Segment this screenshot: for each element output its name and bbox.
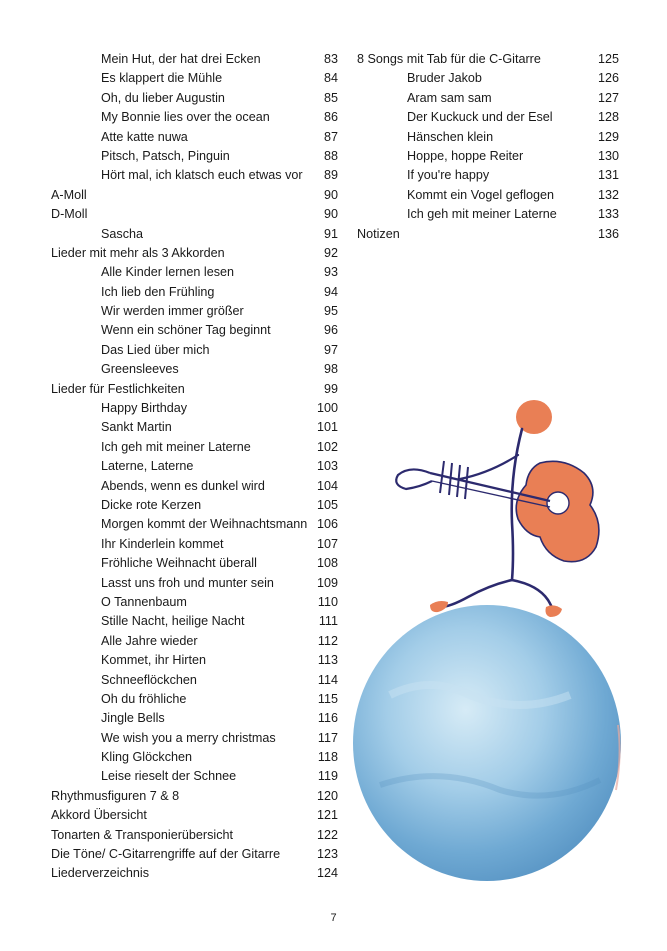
toc-entry-page: 125 [597,52,619,66]
toc-entry-page: 123 [316,847,338,862]
toc-entry-title: My Bonnie lies over the ocean [101,110,270,125]
toc-song-entry [51,593,338,612]
toc-song-entry [51,651,338,670]
toc-entry-page: 85 [323,90,338,105]
toc-entry-title: Happy Birthday [101,401,188,416]
toc-entry-title: Hänschen klein [407,129,494,144]
toc-entry-title: Alle Kinder lernen lesen [101,265,235,280]
toc-section-entry [51,864,338,883]
toc-entry-page: 126 [597,71,619,86]
foot-left-shape [430,601,448,612]
toc-entry-page: 117 [317,730,338,745]
toc-entry-page: 129 [597,129,619,144]
toc-entry-page: 133 [597,207,619,222]
toc-entry-page: 131 [597,168,619,183]
toc-song-entry [357,128,619,147]
toc-entry-page: 108 [316,556,338,571]
toc-song-entry [357,166,619,185]
toc-song-entry [51,166,338,185]
toc-section-entry [51,826,338,845]
guitar-player-on-globe-icon [350,395,650,890]
toc-section-entry [51,205,338,224]
toc-section-entry [51,845,338,864]
toc-entry-title: Sankt Martin [101,420,172,435]
toc-entry-title: Kommt ein Vogel geflogen [407,187,555,202]
toc-entry-page: 93 [323,265,338,280]
toc-section-entry [51,787,338,806]
toc-entry-title: Stille Nacht, heilige Nacht [101,614,245,629]
toc-entry-title: We wish you a merry christmas [101,730,276,745]
toc-entry-page: 86 [323,110,338,125]
toc-entry-page: 111 [318,614,338,629]
toc-song-entry [51,341,338,360]
toc-song-entry [51,360,338,379]
toc-entry-page: 98 [323,362,338,377]
toc-entry-title: Akkord Übersicht [51,808,147,823]
toc-song-entry [51,632,338,651]
toc-section-entry [51,806,338,825]
toc-entry-title: Mein Hut, der hat drei Ecken [101,52,261,66]
toc-entry-title: Die Töne/ C-Gitarrengriffe auf der Gitarre [51,847,281,862]
toc-song-entry [51,496,338,515]
toc-entry-page: 115 [317,691,338,706]
toc-entry-title: Das Lied über mich [101,342,210,357]
toc-entry-page: 116 [317,711,338,726]
toc-song-entry [51,748,338,767]
toc-entry-page: 122 [316,827,338,842]
toc-entry-page: 107 [316,536,338,551]
toc-entry-page: 136 [597,226,619,241]
page-number: 7 [330,912,337,924]
toc-song-entry [51,671,338,690]
toc-entry-title: Es klappert die Mühle [101,71,223,86]
toc-entry-title: Sascha [101,226,144,241]
toc-song-entry [51,767,338,786]
arm-line [460,455,518,479]
toc-song-entry [51,574,338,593]
toc-entry-title: Kling Glöckchen [101,750,193,765]
toc-entry-title: Schneeflöckchen [101,672,197,687]
toc-entry-title: Oh, du lieber Augustin [101,90,225,105]
toc-entry-title: Pitsch, Patsch, Pinguin [101,148,230,163]
toc-entry-title: Ich lieb den Frühling [101,284,215,299]
toc-entry-title: Wenn ein schöner Tag beginnt [101,323,271,338]
toc-song-entry [51,515,338,534]
toc-song-entry [51,147,338,166]
toc-entry-page: 83 [323,52,338,66]
toc-song-entry [51,302,338,321]
toc-entry-page: 88 [323,148,338,163]
toc-entry-title: 8 Songs mit Tab für die C-Gitarre [357,52,541,66]
toc-song-entry [51,50,338,69]
toc-song-entry [51,438,338,457]
toc-section-entry [51,244,338,263]
toc-entry-page: 112 [317,633,338,648]
toc-entry-title: Abends, wenn es dunkel wird [101,478,265,493]
toc-entry-page: 118 [317,750,338,765]
toc-song-entry [357,69,619,88]
toc-entry-page: 84 [323,71,338,86]
toc-entry-title: Lieder mit mehr als 3 Akkorden [51,245,225,260]
toc-section-entry [51,186,338,205]
toc-entry-title: Ihr Kinderlein kommet [101,536,224,551]
toc-entry-page: 128 [597,110,619,125]
toc-song-entry [51,321,338,340]
toc-entry-title: A-Moll [51,187,87,202]
toc-song-entry [357,108,619,127]
toc-entry-page: 132 [597,187,619,202]
toc-entry-title: Ich geh mit meiner Laterne [407,207,557,222]
toc-entry-page: 94 [323,284,338,299]
toc-entry-page: 106 [316,517,338,532]
toc-entry-title: Lieder für Festlichkeiten [51,381,185,396]
toc-song-entry [357,89,619,108]
toc-entry-title: Greensleeves [101,362,179,377]
toc-song-entry [51,225,338,244]
toc-song-entry [51,418,338,437]
toc-entry-title: Dicke rote Kerzen [101,497,202,512]
globe-shape [353,605,621,881]
toc-entry-page: 90 [323,187,338,202]
toc-song-entry [51,554,338,573]
toc-entry-title: Liederverzeichnis [51,866,150,881]
toc-song-entry [51,128,338,147]
toc-song-entry [51,477,338,496]
toc-entry-title: Hoppe, hoppe Reiter [407,148,524,163]
toc-entry-page: 105 [316,497,338,512]
toc-entry-page: 124 [316,866,338,881]
toc-entry-page: 87 [323,129,338,144]
toc-entry-page: 89 [323,168,338,183]
foot-right-shape [546,605,563,617]
toc-song-entry [357,205,619,224]
toc-entry-title: Hört mal, ich klatsch euch etwas vor [101,168,303,183]
toc-entry-title: Rhythmusfiguren 7 & 8 [51,788,180,803]
toc-entry-title: Wir werden immer größer [101,304,244,319]
toc-left-column [51,50,338,884]
toc-entry-page: 113 [317,653,338,668]
toc-song-entry [51,709,338,728]
toc-entry-title: Atte katte nuwa [101,129,188,144]
toc-entry-page: 109 [316,575,338,590]
toc-song-entry [51,108,338,127]
toc-entry-page: 119 [317,769,338,784]
toc-entry-page: 120 [316,788,338,803]
toc-entry-title: O Tannenbaum [101,594,187,609]
toc-entry-title: Alle Jahre wieder [101,633,198,648]
toc-entry-title: Jingle Bells [101,711,165,726]
toc-entry-page: 130 [597,148,619,163]
toc-song-entry [51,89,338,108]
toc-entry-title: Tonarten & Transponierübersicht [51,827,234,842]
toc-entry-title: Leise rieselt der Schnee [101,769,237,784]
toc-entry-page: 95 [323,304,338,319]
toc-song-entry [357,186,619,205]
toc-right-column [357,50,619,244]
toc-entry-title: Oh du fröhliche [101,691,187,706]
toc-entry-title: Lasst uns froh und munter sein [101,575,274,590]
toc-entry-page: 121 [316,808,338,823]
toc-song-entry [51,399,338,418]
toc-entry-title: Bruder Jakob [407,71,482,86]
toc-song-entry [51,612,338,631]
toc-entry-page: 100 [316,401,338,416]
toc-entry-page: 90 [323,207,338,222]
toc-entry-page: 97 [323,342,338,357]
toc-entry-title: If you're happy [407,168,490,183]
toc-song-entry [51,263,338,282]
guitar-sound-hole [547,492,569,514]
toc-entry-page: 114 [317,672,338,687]
guitar-headstock-line [396,469,432,489]
toc-song-entry [51,690,338,709]
toc-song-entry [357,147,619,166]
toc-entry-title: Laterne, Laterne [101,459,194,474]
toc-entry-title: Fröhliche Weihnacht überall [101,556,257,571]
toc-song-entry [51,283,338,302]
toc-song-entry [51,457,338,476]
toc-song-entry [51,729,338,748]
toc-song-entry [51,535,338,554]
leg-left-line [440,580,512,607]
toc-song-entry [51,69,338,88]
toc-entry-title: D-Moll [51,207,88,222]
toc-entry-page: 91 [323,226,338,241]
toc-entry-page: 104 [316,478,338,493]
toc-entry-page: 92 [323,245,338,260]
toc-entry-page: 96 [323,323,338,338]
toc-section-entry [357,225,619,244]
toc-entry-title: Der Kuckuck und der Esel [407,110,553,125]
toc-section-entry [51,380,338,399]
toc-section-entry [357,50,619,69]
toc-entry-page: 103 [316,459,338,474]
toc-entry-page: 110 [317,594,338,609]
toc-entry-title: Ich geh mit meiner Laterne [101,439,251,454]
toc-entry-page: 127 [597,90,619,105]
toc-entry-title: Aram sam sam [407,90,492,105]
toc-entry-title: Kommet, ihr Hirten [101,653,206,668]
toc-entry-page: 99 [323,381,338,396]
toc-entry-page: 101 [316,420,338,435]
toc-entry-title: Notizen [357,226,400,241]
toc-entry-page: 102 [316,439,338,454]
toc-entry-title: Morgen kommt der Weihnachtsmann [101,517,308,532]
